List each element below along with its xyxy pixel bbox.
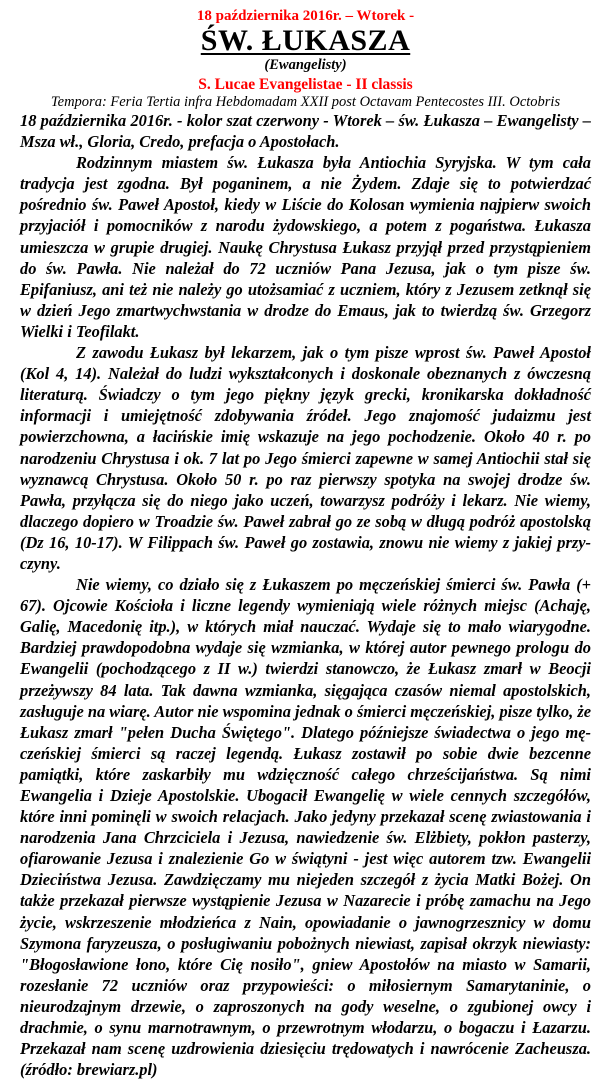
- date-line: 18 października 2016r. – Wtorek -: [196, 8, 415, 24]
- paragraph-later-life: Nie wiemy, co działo się z Łukaszem po męczeńskiej śmierci św. Pawła (+ 67). Ojcowie Kościoła i liczne legendy wymieniają wiele różnych miejsc (Achaję, Galię, Macedonię itp.), w których miał nauczać. Wydaje się to mało wiarygodne. Bardziej prawdopodobna wydaje się wzmianka, w której autor pewnego prologu do Ewangelii (pochodzącego z II w.) twierdzi stanowczo, że Łukasz zmarł w Beocji przeżywszy 84 lata. Tak dawna wzmianka, sięgająca czasów niemal apostolskich, zasługuje na wiarę. Autor nie wspomina jednak o śmierci męczeńskiej, pisze tylko, że Łukasz zmarł "pełen Ducha Świętego". Dlatego późniejsze świadectwa o jego męczeńskiej śmierci są raczej legendą. Łukasz zostawił po sobie dwie bezcenne pamiątki, które zaskarbiły mu wdzięczność całego chrześcijaństwa. Są nimi Ewangelia i Dzieje Apostolskie. Ubogacił Ewangelię w wiele cennych szczegółów, które inni pominęli w swoich relacjach. Jako jedyny przekazał scenę zwiastowania i narodzenia Jana Chrzciciela i Jezusa, nawiedzenie św. Elżbiety, pokłon pasterzy, ofiarowanie Jezusa i znalezienie Go w świątyni - jest więc autorem tzw. Ewangelii Dzieciństwa Jezusa. Zawdzięczamy mu niejeden szczegół z życia Matki Bożej. On także przekazał pierwsze wystąpienie Jezusa w Nazarecie i próbę zamachu na Jego życie, wskrzeszenie młodzieńca z Nain, opowiadanie o jawnogrzesznicy w domu Szymona faryzeusza, o posługiwaniu pobożnych niewiast, zapisał okrzyk niewiasty: "Błogosławione łono, które Cię nosiło", gniew Apostołów na miasto w Samarii, rozesłanie 72 uczniów oraz przypowieści: o miłosiernym Samarytaninie, o nieurodzajnym drzewie, o zaproszonych na gody weselne, o zgubionej owcy i drachmie, o synu marnotrawnym, o przewrotnym włodarzu, o bogaczu i Łazarzu. Przekazał nam scenę uzdrowienia dziesięciu trędowatych i nawrócenie Zacheusza. (źródło: brewiarz.pl): [20, 575, 591, 1080]
- latin-feast-title: S. Lucae Evangelistae - II classis: [198, 76, 413, 93]
- page-subtitle: (Ewangelisty): [264, 57, 347, 73]
- page-title: [20, 26, 591, 56]
- article-body: [20, 110, 591, 1080]
- paragraph-profession: Z zawodu Łukasz był lekarzem, jak o tym pisze wprost św. Paweł Apostoł (Kol 4, 14). Należał do ludzi wykształconych i doskonale obeznanych z ówczesną literaturą. Świadczy o tym jego piękny język grecki, kronikarska dokładność informacji i umiejętność zdobywania źródeł. Jego znajomość judaizmu jest powierzchowna, a łacińskie imię wskazuje na jego pochodzenie. Około 40 r. po narodzeniu Chrystusa i ok. 7 lat po Jego śmierci zapewne w samej Antiochii stał się wyznawcą Chrystusa. Około 50 r. po raz pierwszy spotyka na swojej drodze św. Pawła, przyłącza się do niego jako uczeń, towarzysz podróży i lekarz. Nie wiemy, dlaczego dopiero w Troadzie św. Paweł zabrał go ze sobą w długą podróż apostolską (Dz 16, 10-17). W Filippach św. Paweł go zostawia, znowu nie wiemy z jakiej przyczyny.: [20, 343, 591, 573]
- page-title-text: ŚW. ŁUKASZA: [200, 24, 411, 57]
- document-page: [20, 6, 591, 1080]
- tempora-line: Tempora: Feria Tertia infra Hebdomadam XXII post Octavam Pentecostes III. Octobris: [50, 94, 561, 110]
- paragraph-origin: Rodzinnym miastem św. Łukasza była Antiochia Syryjska. W tym cała tradycja jest zgodna. Był poganinem, a nie Żydem. Zdaje się to potwierdzać pośrednio św. Paweł Apostoł, kiedy w Liście do Kolosan wymienia najpierw swoich przyjaciół i pomocników z narodu żydowskiego, a potem z pogaństwa. Łukasza umieszcza w grupie drugiej. Naukę Chrystusa Łukasz przyjął przed przystąpieniem do św. Pawła. Nie należał do 72 uczniów Pana Jezusa, jak o tym pisze św. Epifaniusz, ani też nie należy go utożsamiać z uczniem, który z Jezusem zetknął się w dzień Jego zmartwychwstania w drodze do Emaus, jak to twierdzą św. Grzegorz Wielki i Teofilakt.: [20, 153, 591, 341]
- intro-paragraph: 18 października 2016r. - kolor szat czerwony - Wtorek – św. Łukasza – Ewangelisty – Msza wł., Gloria, Credo, prefacja o Apostołach.: [20, 111, 591, 152]
